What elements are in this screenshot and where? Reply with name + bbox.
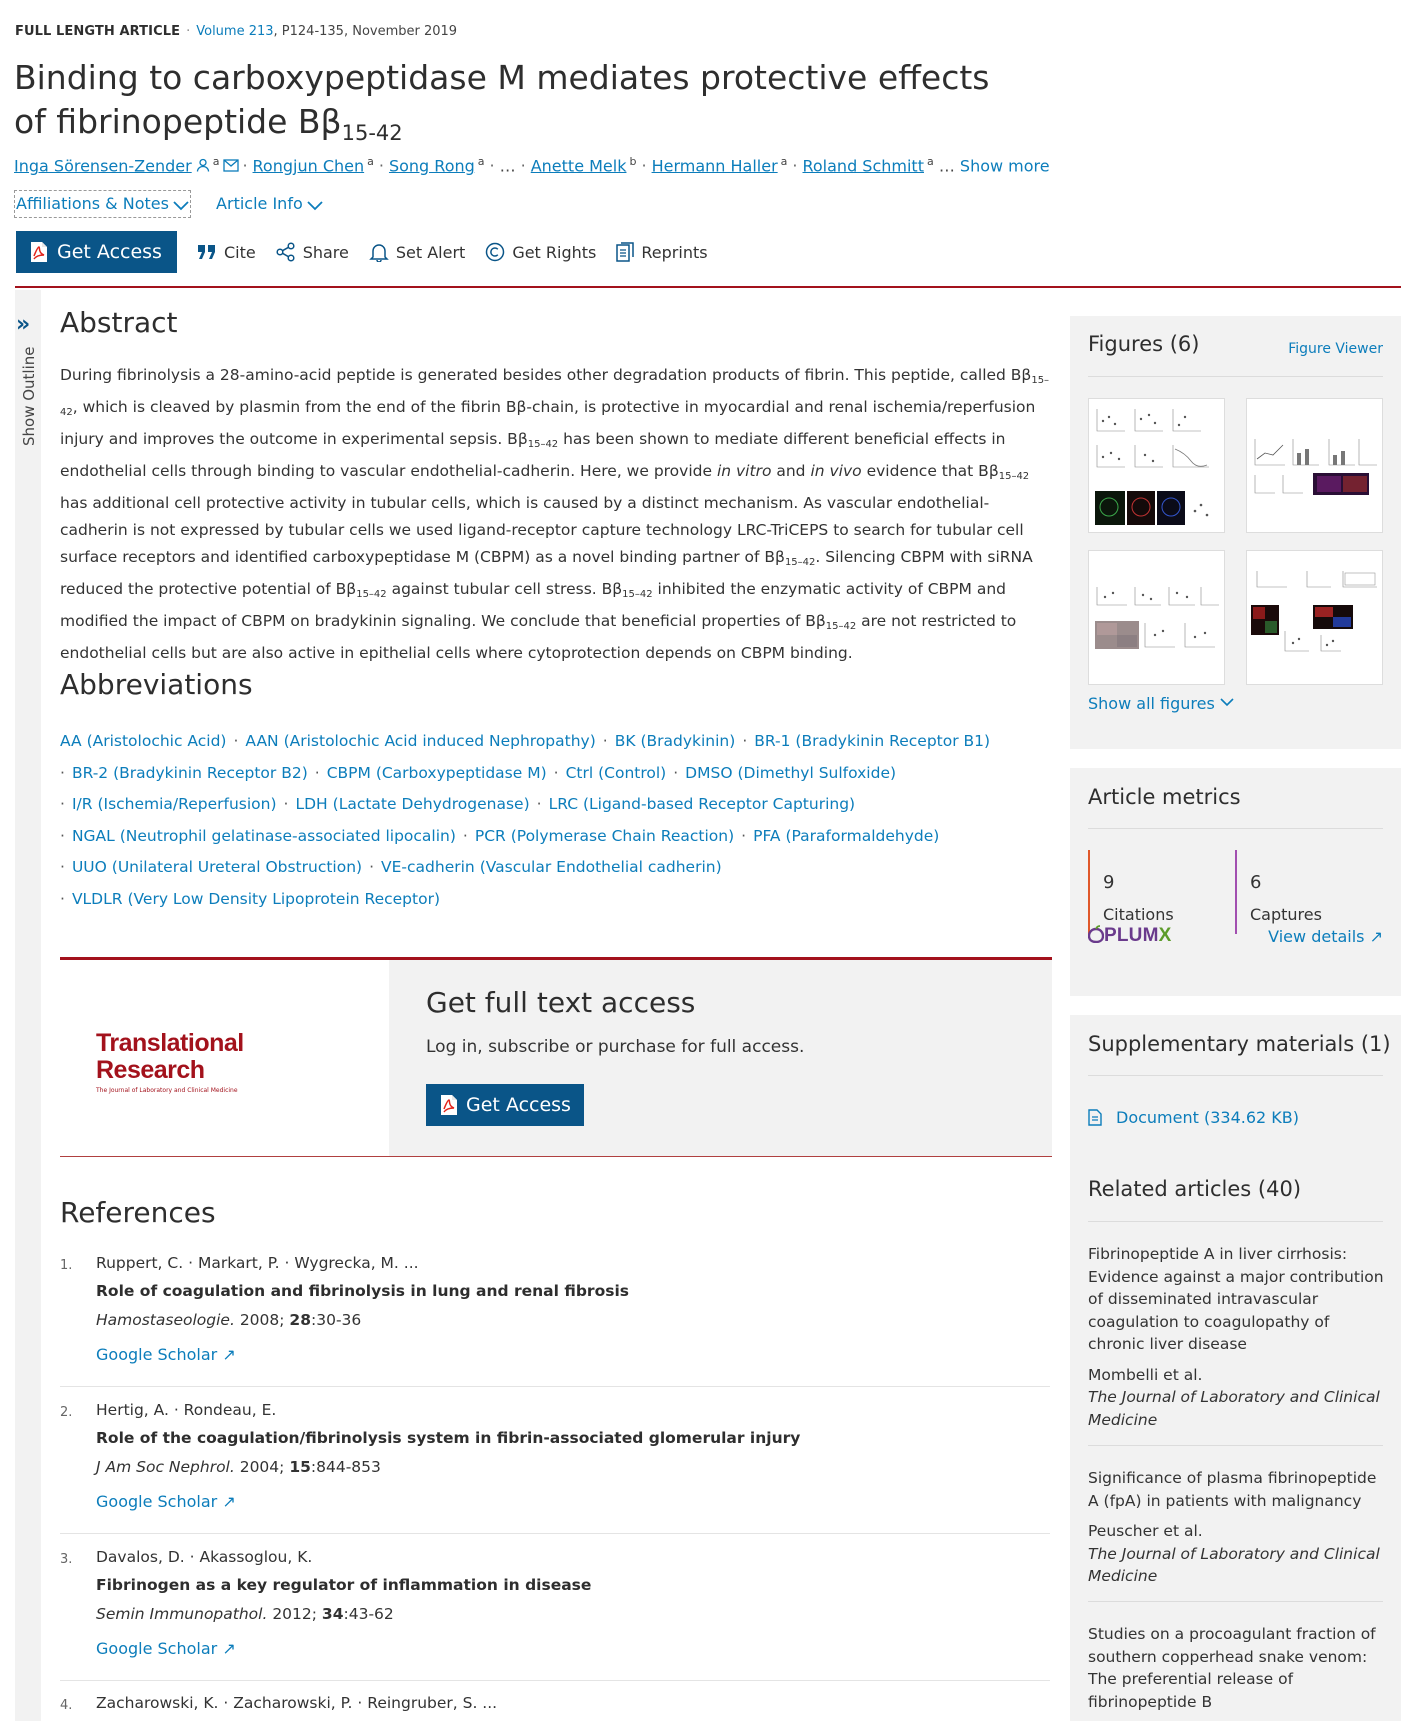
abbreviation-item[interactable]: BR-1 (Bradykinin Receptor B1) xyxy=(754,732,991,750)
abbreviation-item[interactable]: UUO (Unilateral Ureteral Obstruction) xyxy=(71,858,363,876)
abbreviation-item[interactable]: NGAL (Neutrophil gelatinase-associated lipocalin) xyxy=(71,826,456,845)
article-metrics-panel xyxy=(1070,768,1401,996)
article-type: FULL LENGTH ARTICLE xyxy=(15,24,181,39)
captures-value: 6 xyxy=(1250,872,1262,893)
plumx-logo[interactable]: PLUMX xyxy=(1088,925,1172,947)
author-ellipsis: … xyxy=(499,156,516,176)
view-details-link[interactable]: View details ↗ xyxy=(1268,927,1383,946)
related-article-item[interactable]: Significance of plasma fibrinopeptide A (fpA) in patients with malignancy Peuscher et al. The Journal of Laboratory and Clinical Medicine xyxy=(1088,1469,1380,1585)
related-article-item[interactable]: Fibrinopeptide A in liver cirrhosis: Evidence against a major contribution of disseminated intravascular coagulation to coagulopathy of chronic liver disease Mombelli et al. The Journal of Laboratory and Clinical Medicine xyxy=(1088,1245,1384,1429)
abbreviation-item[interactable]: AA (Aristolochic Acid) xyxy=(60,732,227,750)
external-link-icon: ↗ xyxy=(222,1639,236,1658)
quote-icon xyxy=(197,244,217,260)
citations-label: Citations xyxy=(1103,905,1174,924)
author-link[interactable]: Hermann Haller xyxy=(651,156,778,176)
get-access-button[interactable]: Get Access xyxy=(16,231,177,273)
abbreviation-item[interactable]: VLDLR (Very Low Density Lipoprotein Receptor) xyxy=(71,889,441,908)
copyright-icon xyxy=(485,242,505,262)
abbreviation-item[interactable]: I/R (Ischemia/Reperfusion) xyxy=(71,795,277,813)
affiliations-toggle[interactable]: Affiliations & Notes xyxy=(14,190,191,218)
abbreviations-list: AA (Aristolochic Acid) · AAN (Aristolochic Acid induced Nephropathy) · BK (Bradykinin) · BR-1 (Bradykinin Receptor B1) · BR-2 (Bradykinin Receptor B2) · CBPM (Carboxypeptidase M) · Ctrl (Control) · DMSO (Dimethyl Sulfoxide) · I/R (Ischemia/Reperfusion) · LDH (Lactate Dehydrogenase) · LRC (Ligand-based Receptor Capturing) · NGAL (Neutrophil gelatinase-associated lipocalin) · PCR (Polymerase Chain Reaction) · PFA (Paraformaldehyde) · UUO (Unilateral Ureteral Obstruction) · VE-cadherin (Vascular Endothelial cadherin) · VLDLR (Very Low Density Lipoprotein Receptor) xyxy=(60,732,991,908)
figure-viewer-link[interactable]: Figure Viewer xyxy=(1288,341,1383,357)
abbreviation-item[interactable]: Ctrl (Control) xyxy=(565,763,667,782)
google-scholar-link[interactable]: Google Scholar ↗ xyxy=(96,1345,236,1364)
get-rights-button[interactable]: Get Rights xyxy=(485,242,596,262)
reprints-button[interactable]: Reprints xyxy=(616,242,707,262)
chevron-down-icon xyxy=(173,201,189,211)
captures-label: Captures xyxy=(1250,905,1322,924)
abbreviation-item[interactable]: BR-2 (Bradykinin Receptor B2) xyxy=(71,763,308,782)
divider xyxy=(1088,828,1383,829)
show-outline-toggle[interactable]: Show Outline xyxy=(20,346,38,446)
reference-title: Role of coagulation and fibrinolysis in lung and renal fibrosis xyxy=(96,1282,629,1300)
show-all-figures-link[interactable]: Show all figures xyxy=(1088,694,1234,713)
full-access-box xyxy=(60,957,1052,1157)
reference-title: Role of the coagulation/fibrinolysis system in fibrin-associated glomerular injury xyxy=(96,1429,801,1447)
journal-logo[interactable]: Translational Research The Journal of Laboratory and Clinical Medicine xyxy=(96,1029,244,1094)
external-link-icon: ↗ xyxy=(1369,927,1383,946)
chevron-down-icon xyxy=(1220,698,1234,707)
person-icon[interactable] xyxy=(196,157,210,171)
google-scholar-link[interactable]: Google Scholar ↗ xyxy=(96,1639,236,1658)
show-more-authors-link[interactable]: Show more xyxy=(959,156,1050,176)
divider xyxy=(1088,1075,1383,1076)
outline-rail[interactable] xyxy=(15,290,41,1721)
figure-thumbnail[interactable] xyxy=(1088,398,1225,533)
related-articles-panel xyxy=(1070,1161,1401,1721)
metrics-heading: Article metrics xyxy=(1088,785,1241,809)
share-button[interactable]: Share xyxy=(276,242,349,262)
set-alert-button[interactable]: Set Alert xyxy=(369,242,465,262)
abbreviation-item[interactable]: LDH (Lactate Dehydrogenase) xyxy=(295,795,530,813)
abbreviation-item[interactable]: DMSO (Dimethyl Sulfoxide) xyxy=(685,763,897,782)
author-link[interactable]: Inga Sörensen-Zender xyxy=(14,156,192,176)
related-article-item[interactable]: Studies on a procoagulant fraction of southern copperhead snake venom: The preferential release of fibrinopeptide B xyxy=(1088,1625,1376,1711)
divider xyxy=(1088,1221,1383,1222)
citations-bar xyxy=(1088,850,1090,934)
author-link[interactable]: Anette Melk xyxy=(530,156,627,176)
citations-value: 9 xyxy=(1103,872,1115,893)
supplementary-heading: Supplementary materials (1) xyxy=(1088,1032,1391,1056)
divider xyxy=(60,1386,1050,1387)
get-access-button-secondary[interactable]: Get Access xyxy=(426,1084,584,1126)
abbreviation-item[interactable]: BK (Bradykinin) xyxy=(614,732,736,750)
volume-link[interactable]: Volume 213 xyxy=(196,24,274,39)
bell-icon xyxy=(369,242,389,262)
full-access-heading: Get full text access xyxy=(426,986,696,1019)
author-list: Inga Sörensen-Zender $^a$ · Rongjun Chen $^a$ · Song Rong $^a$ · … · Anette Melk $^b$ · Hermann Haller $^a$ · Roland Schmitt $^a$ … Show more xyxy=(14,155,1050,176)
abbreviation-item[interactable]: PCR (Polymerase Chain Reaction) xyxy=(474,826,735,845)
full-access-subtext: Log in, subscribe or purchase for full access. xyxy=(426,1037,805,1057)
chevron-down-icon xyxy=(307,201,323,211)
abbreviations-heading: Abbreviations xyxy=(60,668,253,701)
email-icon[interactable] xyxy=(223,157,237,171)
article-details-row xyxy=(14,190,323,218)
abbreviation-item[interactable]: LRC (Ligand-based Receptor Capturing) xyxy=(548,795,856,813)
page-title: Binding to carboxypeptidase M mediates protective effects of fibrinopeptide $B\beta_{15-42}$ xyxy=(14,58,990,145)
figure-thumbnail[interactable] xyxy=(1246,398,1383,533)
document-icon xyxy=(616,242,634,262)
abbreviation-item[interactable]: AAN (Aristolochic Acid induced Nephropathy) xyxy=(245,732,596,750)
figures-heading: Figures (6) xyxy=(1088,332,1200,356)
article-toolbar xyxy=(16,231,708,273)
double-chevron-right-icon[interactable]: » xyxy=(16,312,31,337)
supplementary-document-link[interactable]: Document (334.62 KB) xyxy=(1088,1108,1299,1127)
divider xyxy=(1088,1445,1383,1446)
author-link[interactable]: Rongjun Chen xyxy=(252,156,365,176)
pdf-icon xyxy=(30,241,48,263)
abbreviation-item[interactable]: VE-cadherin (Vascular Endothelial cadherin) xyxy=(381,858,722,876)
divider xyxy=(1088,1601,1383,1602)
pages-date: , P124-135, November 2019 xyxy=(273,24,458,39)
captures-bar xyxy=(1235,850,1237,934)
external-link-icon: ↗ xyxy=(222,1492,236,1511)
plum-icon xyxy=(1088,925,1104,943)
abbreviation-item[interactable]: CBPM (Carboxypeptidase M) xyxy=(326,763,547,782)
figure-thumbnail[interactable] xyxy=(1088,550,1225,685)
full-access-panel xyxy=(389,960,1052,1156)
document-icon xyxy=(1088,1109,1102,1126)
header-divider xyxy=(15,286,1401,288)
author-link[interactable]: Song Rong xyxy=(388,156,475,176)
google-scholar-link[interactable]: Google Scholar ↗ xyxy=(96,1492,236,1511)
divider xyxy=(60,1533,1050,1534)
abstract-text: During fibrinolysis a 28-amino-acid peptide is generated besides other degradation products of fibrin. This peptide, called $B\beta_{15-42}$, which is cleaved by plasmin from the end of the fibrin Bβ-chain, is protective in myocardial and renal ischemia/reperfusion injury and improves the outcome in experimental sepsis. $B\beta_{15-42}$ has been shown to mediate different beneficial effects in endothelial cells through binding to vascular endothelial-cadherin. Here, we provide in vitro and in vivo evidence that $B\beta_{15-42}$ has additional cell protective activity in tubular cells, which is caused by a distinct mechanism. As vascular endothelial-cadherin is not expressed by tubular cells we used ligand-receptor capture technology LRC-TriCEPS to search for tubular cell surface receptors and identified carboxypeptidase M (CBPM) as a novel binding partner of $B\beta_{15-42}$. Silencing CBPM with siRNA reduced the protective potential of $B\beta_{15-42}$ against tubular cell stress. $B\beta_{15-42}$ inhibited the enzymatic activity of CBPM and modified the impact of CBPM on bradykinin signaling. We conclude that beneficial properties of $B\beta_{15-42}$ are not restricted to endothelial cells but are also active in epithelial cells where cytoprotection depends on CBPM binding. xyxy=(60,366,1050,662)
related-heading: Related articles (40) xyxy=(1088,1177,1302,1201)
external-link-icon: ↗ xyxy=(222,1345,236,1364)
figures-panel xyxy=(1070,316,1401,749)
supplementary-panel xyxy=(1070,1015,1401,1163)
abbreviation-item[interactable]: PFA (Paraformaldehyde) xyxy=(753,826,940,845)
article-meta: FULL LENGTH ARTICLE · Volume 213, P124-135, November 2019 xyxy=(15,24,458,39)
author-link[interactable]: Roland Schmitt xyxy=(802,156,924,176)
divider xyxy=(1088,376,1383,377)
cite-button[interactable]: Cite xyxy=(197,243,256,262)
article-info-toggle[interactable]: Article Info xyxy=(216,194,323,213)
pdf-icon xyxy=(440,1094,458,1116)
reference-title: Fibrinogen as a key regulator of inflammation in disease xyxy=(96,1576,592,1594)
share-icon xyxy=(276,242,296,262)
figure-thumbnail[interactable] xyxy=(1246,550,1383,685)
references-heading: References xyxy=(60,1196,216,1229)
abstract-heading: Abstract xyxy=(60,306,178,339)
divider xyxy=(60,1680,1050,1681)
